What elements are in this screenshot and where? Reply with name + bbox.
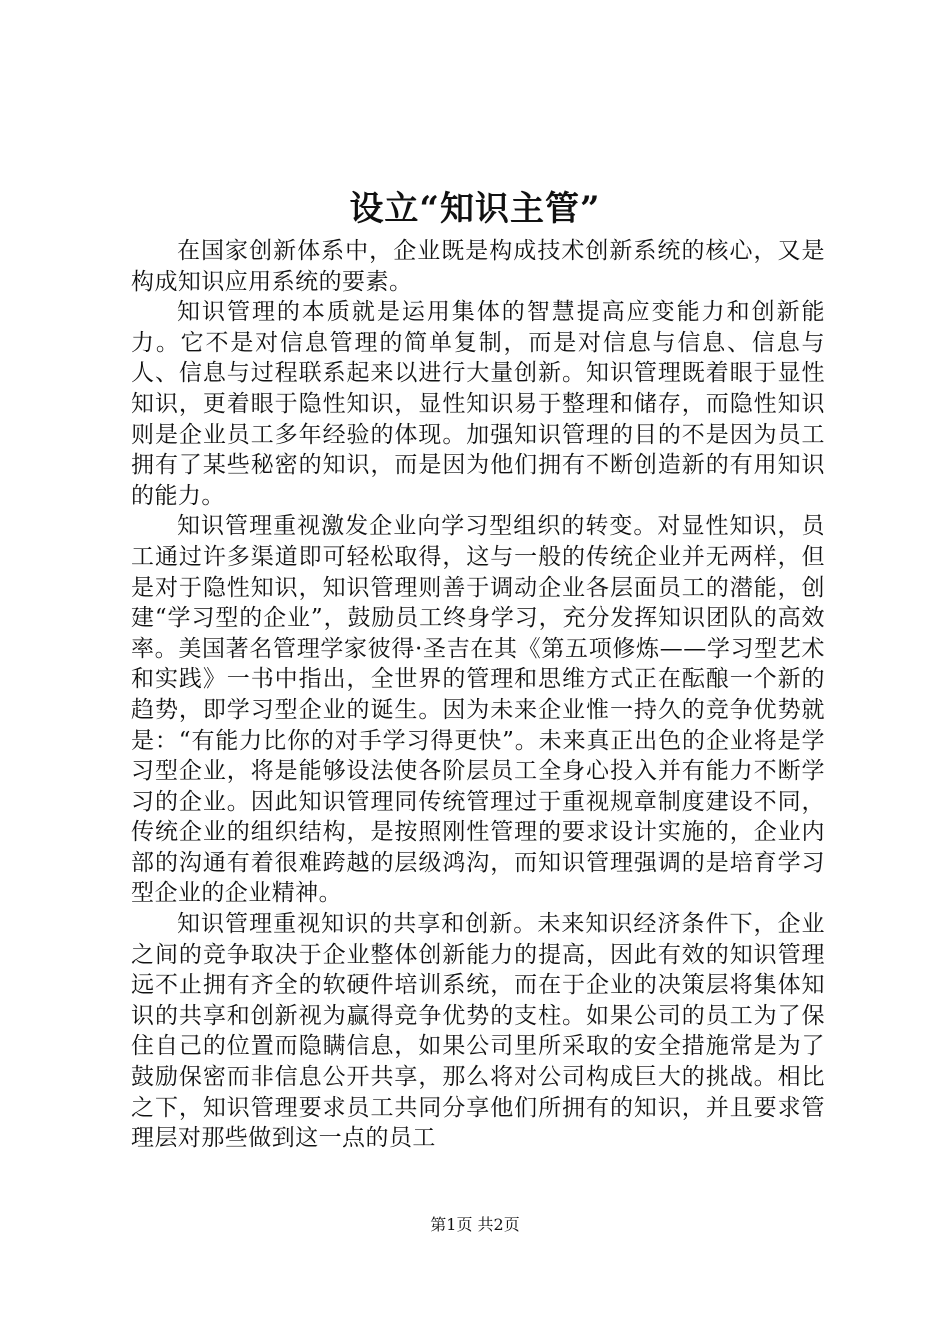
- document-body: [131, 236, 825, 1154]
- paragraph-1: 在国家创新体系中，企业既是构成技术创新系统的核心，又是构成知识应用系统的要素。: [131, 238, 825, 295]
- paragraph-3: 知识管理重视激发企业向学习型组织的转变。对显性知识，员工通过许多渠道即可轻松取得，这与一般的传统企业并无两样，但是对于隐性知识，知识管理则善于调动企业各层面员工的潜能，创建“学习型的企业”，鼓励员工终身学习，充分发挥知识团队的高效率。美国著名管理学家彼得·圣吉在其《第五项修炼——学习型艺术和实践》一书中指出，全世界的管理和思维方式正在酝酿一个新的趋势，即学习型企业的诞生。因为未来企业惟一持久的竞争优势就是：“有能力比你的对手学习得更快”。未来真正出色的企业将是学习型企业，将是能够设法使各阶层员工全身心投入并有能力不断学习的企业。因此知识管理同传统管理过于重视规章制度建设不同，传统企业的组织结构，是按照刚性管理的要求设计实施的，企业内部的沟通有着很难跨越的层级鸿沟，而知识管理强调的是培育学习型企业的企业精神。: [131, 513, 825, 907]
- paragraph-2: 知识管理的本质就是运用集体的智慧提高应变能力和创新能力。它不是对信息管理的简单复制，而是对信息与信息、信息与人、信息与过程联系起来以进行大量创新。知识管理既着眼于显性知识，更着眼于隐性知识，显性知识易于整理和储存，而隐性知识则是企业员工多年经验的体现。加强知识管理的目的不是因为员工拥有了某些秘密的知识，而是因为他们拥有不断创造新的有用知识的能力。: [131, 299, 825, 509]
- page-footer: 第1页 共2页: [430, 1215, 520, 1234]
- paragraph-4: 知识管理重视知识的共享和创新。未来知识经济条件下，企业之间的竞争取决于企业整体创新能力的提高，因此有效的知识管理远不止拥有齐全的软硬件培训系统，而在于企业的决策层将集体知识的共享和创新视为赢得竞争优势的支柱。如果公司的员工为了保住自己的位置而隐瞒信息，如果公司里所采取的安全措施常是为了鼓励保密而非信息公开共享，那么将对公司构成巨大的挑战。相比之下，知识管理要求员工共同分享他们所拥有的知识，并且要求管理层对那些做到这一点的员工: [131, 911, 825, 1152]
- document-title: 设立“知识主管”: [349, 189, 601, 229]
